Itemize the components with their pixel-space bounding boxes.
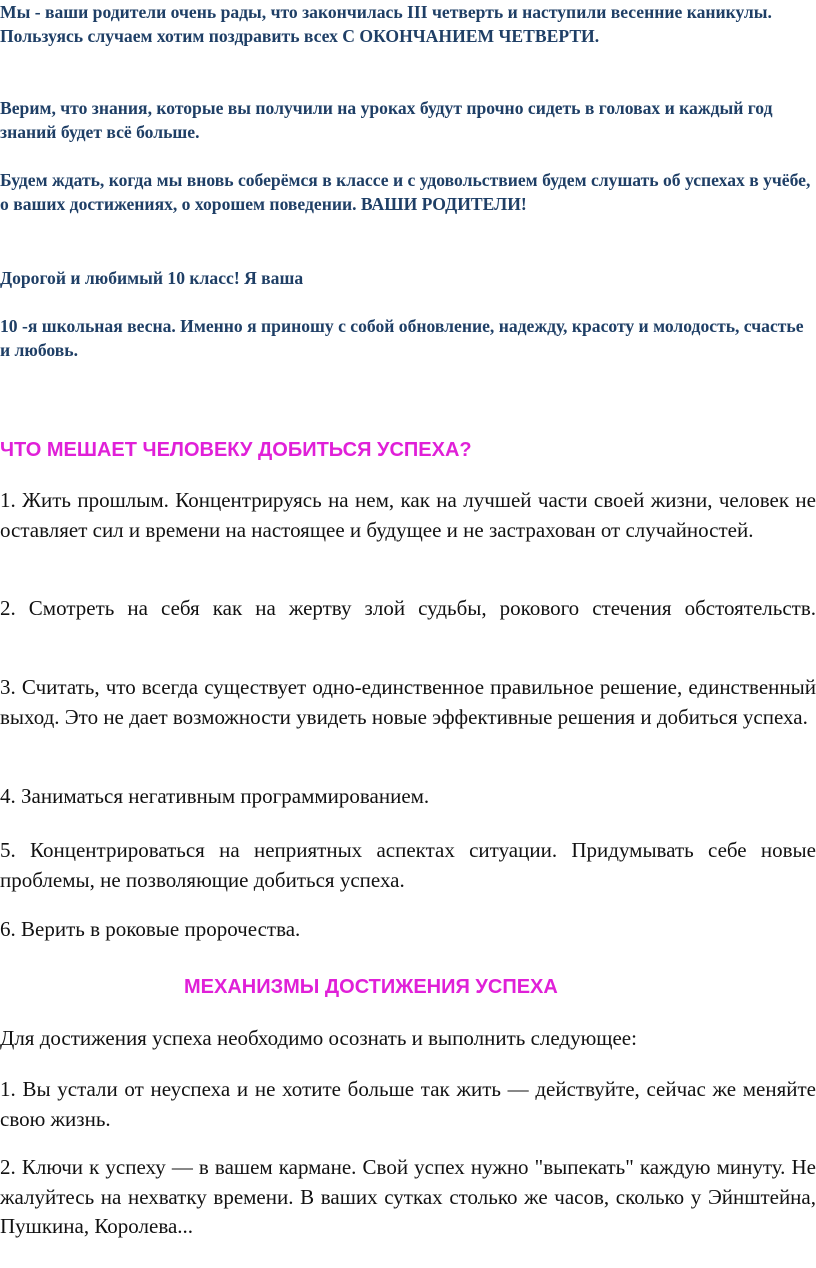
- greeting-paragraph-4: Дорогой и любимый 10 класс! Я ваша: [0, 268, 304, 288]
- obstacle-item-4: 4. Заниматься негативным программированием.: [0, 784, 430, 808]
- obstacle-item-2: 2. Смотреть на себя как на жертву злой судьбы, рокового стечения обстоятельств.: [0, 596, 816, 620]
- obstacle-item-6: 6. Верить в роковые пророчества.: [0, 917, 301, 941]
- mechanisms-intro: Для достижения успеха необходимо осознать и выполнить следующее:: [0, 1026, 637, 1050]
- greeting-paragraph-2: Верим, что знания, которые вы получили на уроках будут прочно сидеть в головах и каждый год знаний будет всё больше.: [0, 98, 773, 142]
- obstacle-item-5: 5. Концентрироваться на неприятных аспектах ситуации. Придумывать себе новые проблемы, не позволяющие добиться успеха.: [0, 838, 816, 892]
- section-heading-obstacles: ЧТО МЕШАЕТ ЧЕЛОВЕКУ ДОБИТЬСЯ УСПЕХА?: [0, 439, 472, 461]
- greeting-paragraph-1: Мы - ваши родители очень рады, что закончилась III четверть и наступили весенние каникулы. Пользуясь случаем хотим поздравить всех С ОКОНЧАНИЕМ ЧЕТВЕРТИ.: [0, 2, 772, 46]
- section-heading-mechanisms: МЕХАНИЗМЫ ДОСТИЖЕНИЯ УСПЕХА: [184, 976, 558, 998]
- obstacle-item-3: 3. Считать, что всегда существует одно-единственное правильное решение, единственный выход. Это не дает возможности увидеть новые эффективные решения и добиться успеха.: [0, 675, 816, 729]
- obstacle-item-1: 1. Жить прошлым. Концентрируясь на нем, как на лучшей части своей жизни, человек не оставляет сил и времени на настоящее и будущее и не застрахован от случайностей.: [0, 488, 816, 542]
- greeting-paragraph-5: 10 -я школьная весна. Именно я приношу с собой обновление, надежду, красоту и молодость, счастье и любовь.: [0, 316, 804, 360]
- mechanism-item-1: 1. Вы устали от неуспеха и не хотите больше так жить — действуйте, сейчас же меняйте свою жизнь.: [0, 1077, 816, 1131]
- mechanism-item-2: 2. Ключи к успеху — в вашем кармане. Свой успех нужно "выпекать" каждую минуту. Не жалуйтесь на нехватку времени. В ваших сутках столько же часов, сколько у Эйнштейна, Пушкина, Королева...: [0, 1155, 816, 1238]
- greeting-paragraph-3: Будем ждать, когда мы вновь соберёмся в классе и с удовольствием будем слушать об успехах в учёбе, о ваших достижениях, о хорошем поведении. ВАШИ РОДИТЕЛИ!: [0, 170, 811, 214]
